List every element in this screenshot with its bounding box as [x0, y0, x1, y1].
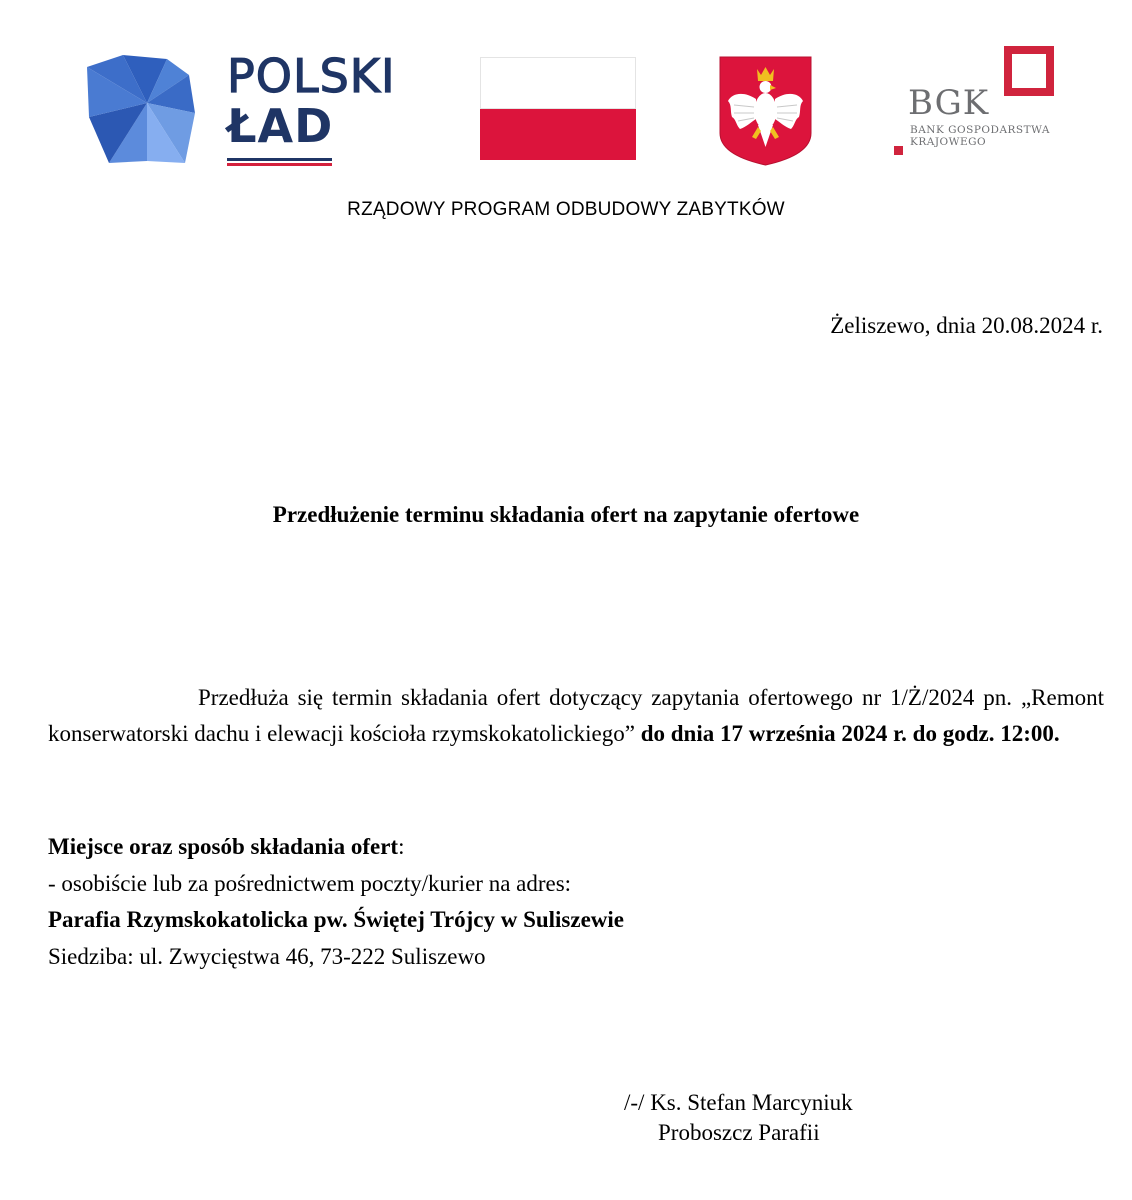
poland-map-icon	[85, 45, 210, 170]
polski-lad-logo	[85, 45, 415, 170]
bgk-subtitle-line2: KRAJOWEGO	[910, 136, 987, 148]
bgk-subtitle	[910, 124, 1050, 148]
signature-name: /-/ Ks. Stefan Marcyniuk	[624, 1090, 853, 1115]
flag-red-stripe	[480, 109, 636, 161]
announcement-text: Przedłuża się termin składania ofert dotyczący zapytania ofertowego nr 1/Ż/2024 pn. „Remont konserwatorski dachu i elewacji kościoła rzymskokatolickiego”	[48, 685, 1104, 746]
parish-name-text: Parafia Rzymskokatolicka pw. Świętej Trójcy w Suliszewie	[48, 907, 625, 932]
submission-heading-colon: :	[398, 834, 405, 859]
submission-heading: Miejsce oraz sposób składania ofert	[48, 834, 399, 859]
polish-eagle-emblem-icon	[718, 55, 813, 167]
announcement-paragraph	[48, 680, 1104, 752]
bgk-red-square-icon	[1004, 46, 1054, 96]
submission-heading-line	[48, 829, 1104, 866]
bgk-logo	[890, 44, 1055, 159]
submission-method: - osobiście lub za pośrednictwem poczty/kurier na adres:	[48, 870, 572, 896]
bgk-subtitle-line1: BANK GOSPODARSTWA	[910, 124, 1050, 136]
polish-flag-icon	[480, 57, 636, 160]
deadline-text: do dnia 17 września 2024 r. do godz. 12:00.	[640, 721, 1060, 746]
submission-section	[48, 829, 1104, 975]
polski-lad-red-line	[227, 163, 332, 166]
signature-role: Proboszcz Parafii	[658, 1120, 820, 1145]
bgk-letters: BGK	[908, 83, 990, 123]
announcement-body	[48, 680, 1104, 752]
document-title: Przedłużenie terminu składania ofert na zapytanie ofertowe	[272, 502, 860, 527]
polski-lad-text-bottom: ŁAD	[227, 99, 334, 153]
parish-name	[48, 902, 1104, 939]
flag-white-stripe	[480, 57, 636, 109]
program-name: RZĄDOWY PROGRAM ODBUDOWY ZABYTKÓW	[347, 199, 785, 220]
signature-block	[624, 1088, 853, 1148]
polski-lad-blue-line	[227, 158, 332, 161]
date-line: Żeliszewo, dnia 20.08.2024 r.	[830, 313, 1103, 338]
bgk-red-dot-icon	[894, 146, 903, 155]
parish-seat: Siedziba: ul. Zwycięstwa 46, 73-222 Suliszewo	[48, 943, 486, 969]
logo-bar	[0, 0, 1132, 180]
polski-lad-text-top: POLSKI	[227, 49, 396, 103]
